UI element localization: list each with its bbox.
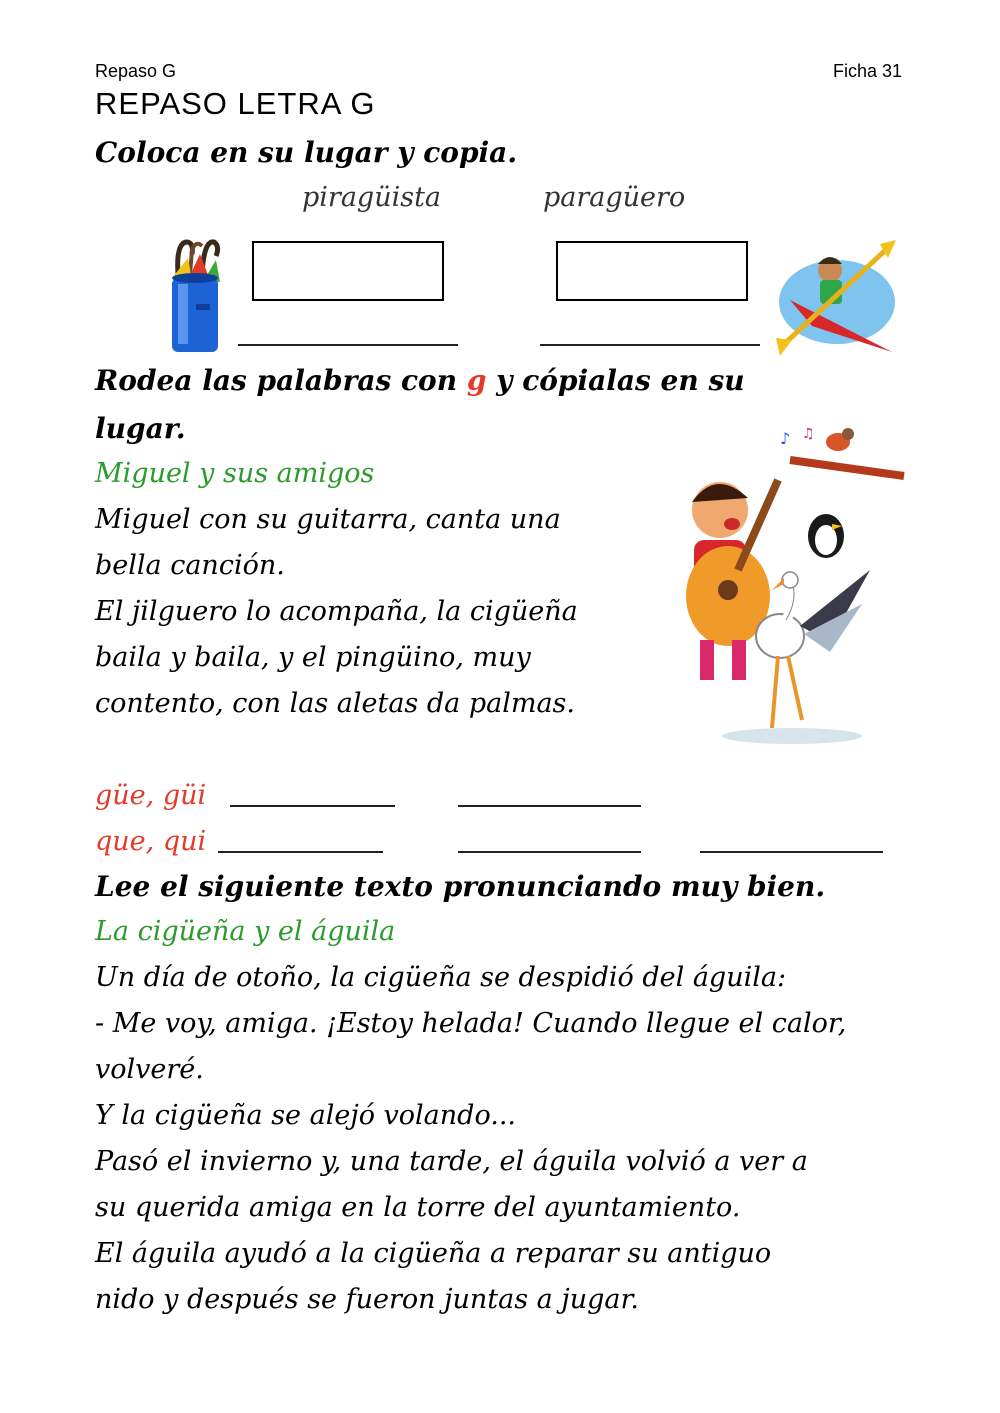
reading-line: Un día de otoño, la cigüeña se despidió del águila: [95,962,787,993]
story-title-ciguena: La cigüeña y el águila [95,916,396,947]
page-title: REPASO LETRA G [95,86,376,121]
svg-text:♪: ♪ [780,429,791,448]
instruction-read-text: Lee el siguiente texto pronunciando muy bien. [95,870,826,903]
story-line: Miguel con su guitarra, canta una [95,504,561,535]
instruction-letter-g: g [466,364,487,397]
write-line[interactable] [230,805,395,807]
word-paraguero: paragüero [543,182,686,213]
header-right: Ficha 31 [832,61,902,81]
instruction-text-b: y cópialas en su [486,364,745,397]
story-line: El jilguero lo acompaña, la cigüeña [95,596,578,627]
svg-text:♫: ♫ [802,426,815,442]
row-label-gue-gui: güe, güi [95,780,207,811]
reading-line: Pasó el invierno y, una tarde, el águila volvió a ver a [95,1146,808,1177]
instruction-circle-words-line2: lugar. [95,412,186,445]
umbrella-stand-image [158,234,228,358]
music-scene-image [680,420,906,750]
story-line: bella canción. [95,550,285,581]
reading-line: volveré. [95,1054,204,1085]
story-line: baila y baila, y el pingüino, muy [95,642,531,673]
reading-line: Y la cigüeña se alejó volando... [95,1100,516,1131]
reading-line: su querida amiga en la torre del ayuntamiento. [95,1192,741,1223]
write-line[interactable] [458,851,641,853]
copy-line-1[interactable] [238,344,458,346]
instruction-place-copy: Coloca en su lugar y copia. [95,136,518,169]
answer-box-1[interactable] [252,241,444,301]
header-left: Repaso G [95,61,177,81]
write-line[interactable] [218,851,383,853]
reading-line: El águila ayudó a la cigüeña a reparar su antiguo [95,1238,772,1269]
instruction-text-a: Rodea las palabras con [95,364,467,397]
row-label-que-qui: que, qui [95,826,207,857]
story-line: contento, con las aletas da palmas. [95,688,575,719]
reading-line: nido y después se fueron juntas a jugar. [95,1284,639,1315]
word-piraguista: piragüista [302,182,442,213]
answer-box-2[interactable] [556,241,748,301]
story-title-miguel: Miguel y sus amigos [95,458,375,489]
instruction-circle-words [95,364,745,397]
reading-line: - Me voy, amiga. ¡Estoy helada! Cuando llegue el calor, [95,1008,847,1039]
kayak-image [772,240,912,360]
copy-line-2[interactable] [540,344,760,346]
write-line[interactable] [458,805,641,807]
write-line[interactable] [700,851,883,853]
